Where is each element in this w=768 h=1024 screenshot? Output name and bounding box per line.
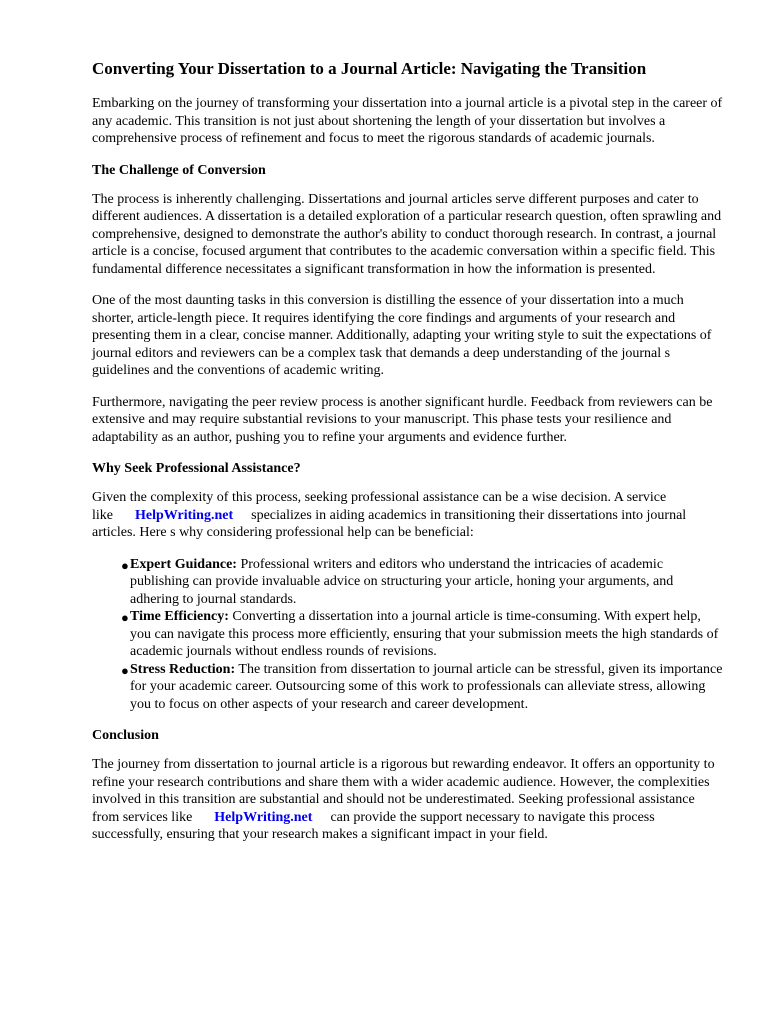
challenge-paragraph-3: Furthermore, navigating the peer review process is another significant hurdle. Feedback from reviewers can be extensive and may require substantial revisions to your manuscript. This phase tests your resilience and adaptability as an author, pushing you to refine your arguments and evidence further. <box>92 394 713 445</box>
challenge-heading: The Challenge of Conversion <box>92 162 266 178</box>
conclusion-text-after: can provide the support necessary to navigate this process successfully, ensuring that your research makes a significant impact in your field. <box>92 809 655 842</box>
helpwriting-link[interactable]: HelpWriting.net <box>135 507 234 523</box>
bullet-icon: ● <box>121 557 129 573</box>
list-item <box>122 661 724 714</box>
bullet-text: Professional writers and editors who understand the intricacies of academic publishing can provide invaluable advice on structuring your article, honing your arguments, and adhering to journal standards. <box>130 556 674 607</box>
bullet-term: Time Efficiency: <box>130 609 229 624</box>
helpwriting-link[interactable]: HelpWriting.net <box>214 809 313 825</box>
why-paragraph <box>92 489 724 542</box>
bullet-text: The transition from dissertation to journal article can be stressful, given its importance for your academic career. Outsourcing some of this work to professionals can alleviate stress, allowing you to focus on other aspects of your research and career development. <box>130 661 723 712</box>
document-title: Converting Your Dissertation to a Journal Article: Navigating the Transition <box>92 59 647 78</box>
conclusion-paragraph <box>92 756 724 844</box>
benefits-list <box>92 556 724 714</box>
intro-paragraph: Embarking on the journey of transforming your dissertation into a journal article is a pivotal step in the career of any academic. This transition is not just about shortening the length of your dissertation but involves a comprehensive process of refinement and focus to meet the rigorous standards of academic journals. <box>92 96 723 146</box>
why-text-after: specializes in aiding academics in transitioning their dissertations into journal articles. Here s why considering professional help can be beneficial: <box>92 507 687 540</box>
conclusion-text-before: The journey from dissertation to journal article is a rigorous but rewarding endeavor. It offers an opportunity to refine your research contributions and share them with a wider academic audience. However, the complexities involved in this transition are substantial and should not be underestimated. Seeking professional assistance from services like <box>92 757 715 825</box>
bullet-icon: ● <box>121 662 129 678</box>
conclusion-heading: Conclusion <box>92 728 159 743</box>
bullet-term: Expert Guidance: <box>130 556 237 572</box>
challenge-paragraph-1: The process is inherently challenging. Dissertations and journal articles serve different purposes and cater to different audiences. A dissertation is a detailed exploration of a particular research question, often sprawling and comprehensive, designed to demonstrate the author's ability to conduct thorough research. In contrast, a journal article is a concise, focused argument that contributes to the academic conversation within a specific field. This fundamental difference necessitates a significant transformation in how the information is presented. <box>92 191 722 277</box>
bullet-text: Converting a dissertation into a journal article is time-consuming. With expert help, you can navigate this process more efficiently, ensuring that your submission meets the high standards of academic journals without endless rounds of revisions. <box>130 609 719 659</box>
why-heading: Why Seek Professional Assistance? <box>92 461 301 476</box>
challenge-paragraph-2: One of the most daunting tasks in this conversion is distilling the essence of your dissertation into a much shorter, article-length piece. It requires identifying the core findings and arguments of your research and presenting them in a clear, concise manner. Additionally, adapting your writing style to suit the expectations of journal editors and reviewers can be a complex task that demands a deep understanding of the journal s guidelines and the conventions of academic writing. <box>92 293 712 378</box>
list-item <box>122 556 724 609</box>
bullet-icon: ● <box>121 610 129 625</box>
bullet-term: Stress Reduction: <box>130 661 236 677</box>
why-text-before: Given the complexity of this process, seeking professional assistance can be a wise decision. A service like <box>92 490 667 523</box>
list-item <box>122 608 724 661</box>
